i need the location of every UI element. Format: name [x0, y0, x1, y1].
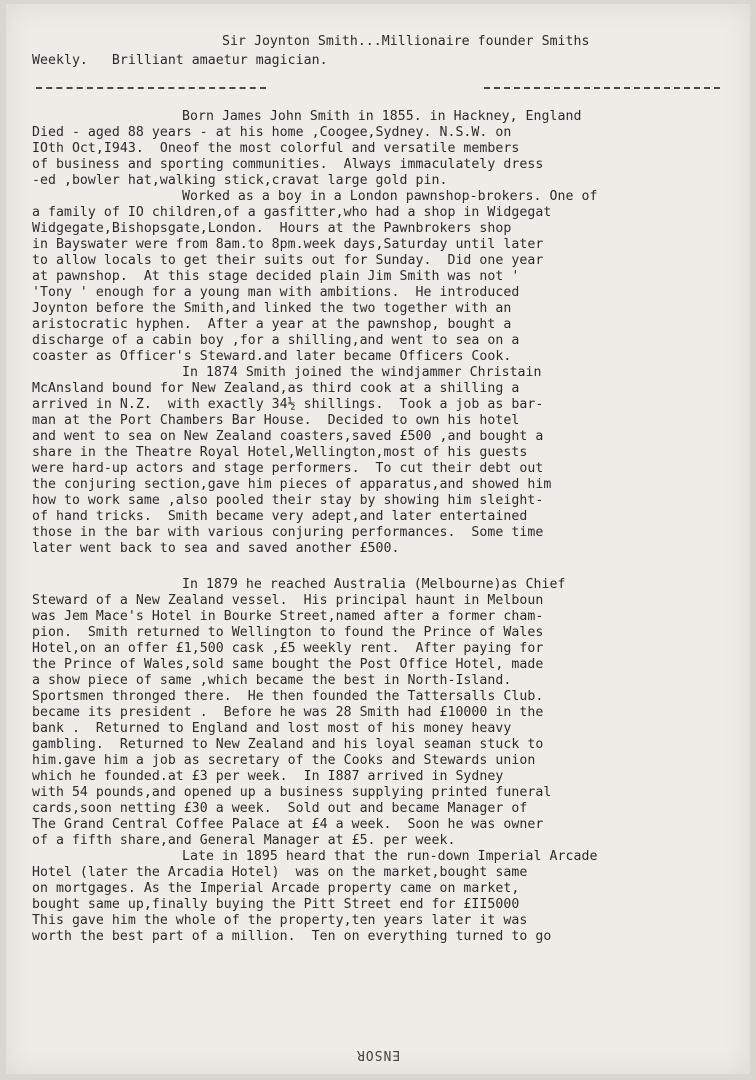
body-line: Born James John Smith in 1855. in Hackney, England — [182, 109, 582, 124]
body-line: McAnsland bound for New Zealand,as third cook at a shilling a — [32, 381, 520, 396]
body-line: in Bayswater were from 8am.to 8pm.week days,Saturday until later — [32, 237, 544, 252]
body-line: aristocratic hyphen. After a year at the pawnshop, bought a — [32, 317, 512, 332]
body-line: later went back to sea and saved another £500. — [32, 541, 400, 556]
body-line: of business and sporting communities. Always immaculately dress — [32, 157, 544, 172]
body-line: him.gave him a job as secretary of the Cooks and Stewards union — [32, 753, 536, 768]
body-line: -ed ,bowler hat,walking stick,cravat large gold pin. — [32, 173, 448, 188]
body-line: cards,soon netting £30 a week. Sold out and became Manager of — [32, 801, 528, 816]
body-line: a family of IO children,of a gasfitter,who had a shop in Widgegat — [32, 205, 552, 220]
body-line: became its president . Before he was 28 Smith had £10000 in the — [32, 705, 544, 720]
body-line: which he founded.at £3 per week. In I887 arrived in Sydney — [32, 769, 504, 784]
body-line: Widgegate,Bishopsgate,London. Hours at the Pawnbrokers shop — [32, 221, 512, 236]
divider-right — [484, 87, 720, 89]
body-line: bought same up,finally buying the Pitt Street end for £II5000 — [32, 897, 520, 912]
body-line: how to work same ,also pooled their stay by showing him sleight- — [32, 493, 544, 508]
body-line: share in the Theatre Royal Hotel,Wellington,most of his guests — [32, 445, 528, 460]
body-line: Hotel (later the Arcadia Hotel) was on the market,bought same — [32, 865, 528, 880]
body-line: of a fifth share,and General Manager at £5. per week. — [32, 833, 456, 848]
typed-page — [6, 4, 750, 1074]
body-line: bank . Returned to England and lost most of his money heavy — [32, 721, 512, 736]
body-line: man at the Port Chambers Bar House. Decided to own his hotel — [32, 413, 520, 428]
body-line: Joynton before the Smith,and linked the two together with an — [32, 301, 512, 316]
body-line: at pawnshop. At this stage decided plain Jim Smith was not ' — [32, 269, 520, 284]
body-line: Late in 1895 heard that the run-down Imperial Arcade — [182, 849, 598, 864]
body-line: on mortgages. As the Imperial Arcade property came on market, — [32, 881, 520, 896]
body-line: the Prince of Wales,sold same bought the Post Office Hotel, made — [32, 657, 544, 672]
body-line: worth the best part of a million. Ten on everything turned to go — [32, 929, 552, 944]
body-line: gambling. Returned to New Zealand and his loyal seaman stuck to — [32, 737, 544, 752]
body-line: In 1879 he reached Australia (Melbourne)as Chief — [182, 577, 566, 592]
body-line: coaster as Officer's Steward.and later became Officers Cook. — [32, 349, 512, 364]
body-line: Sportsmen thronged there. He then founded the Tattersalls Club. — [32, 689, 544, 704]
body-line: to allow locals to get their suits out for Sunday. Did one year — [32, 253, 544, 268]
body-line: of hand tricks. Smith became very adept,and later entertained — [32, 509, 528, 524]
header-line-1: Sir Joynton Smith...Millionaire founder Smiths — [222, 34, 590, 49]
body-line: a show piece of same ,which became the best in North-Island. — [32, 673, 512, 688]
body-line: were hard-up actors and stage performers. To cut their debt out — [32, 461, 544, 476]
divider-left — [36, 87, 266, 89]
body-line: IOth Oct,I943. Oneof the most colorful and versatile members — [32, 141, 520, 156]
header-line-2: Weekly. Brilliant amaetur magician. — [32, 53, 328, 68]
body-line: with 54 pounds,and opened up a business supplying printed funeral — [32, 785, 552, 800]
body-line: those in the bar with various conjuring performances. Some time — [32, 525, 544, 540]
body-line: arrived in N.Z. with exactly 34½ shillings. Took a job as bar- — [32, 397, 544, 412]
body-line: Steward of a New Zealand vessel. His principal haunt in Melboun — [32, 593, 544, 608]
body-line: This gave him the whole of the property,ten years later it was — [32, 913, 528, 928]
body-line: discharge of a cabin boy ,for a shilling,and went to sea on a — [32, 333, 520, 348]
body-line: In 1874 Smith joined the windjammer Christain — [182, 365, 542, 380]
body-line: was Jem Mace's Hotel in Bourke Street,named after a former cham- — [32, 609, 544, 624]
body-line: the conjuring section,gave him pieces of apparatus,and showed him — [32, 477, 552, 492]
ensor-stamp: ENSOR — [356, 1047, 401, 1062]
body-line: and went to sea on New Zealand coasters,saved £500 ,and bought a — [32, 429, 544, 444]
body-line: The Grand Central Coffee Palace at £4 a week. Soon he was owner — [32, 817, 544, 832]
body-line: Hotel,on an offer £1,500 cask ,£5 weekly rent. After paying for — [32, 641, 544, 656]
body-line: 'Tony ' enough for a young man with ambitions. He introduced — [32, 285, 520, 300]
body-line: Worked as a boy in a London pawnshop-brokers. One of — [182, 189, 598, 204]
body-line: pion. Smith returned to Wellington to found the Prince of Wales — [32, 625, 544, 640]
body-line: Died - aged 88 years - at his home ,Coogee,Sydney. N.S.W. on — [32, 125, 512, 140]
